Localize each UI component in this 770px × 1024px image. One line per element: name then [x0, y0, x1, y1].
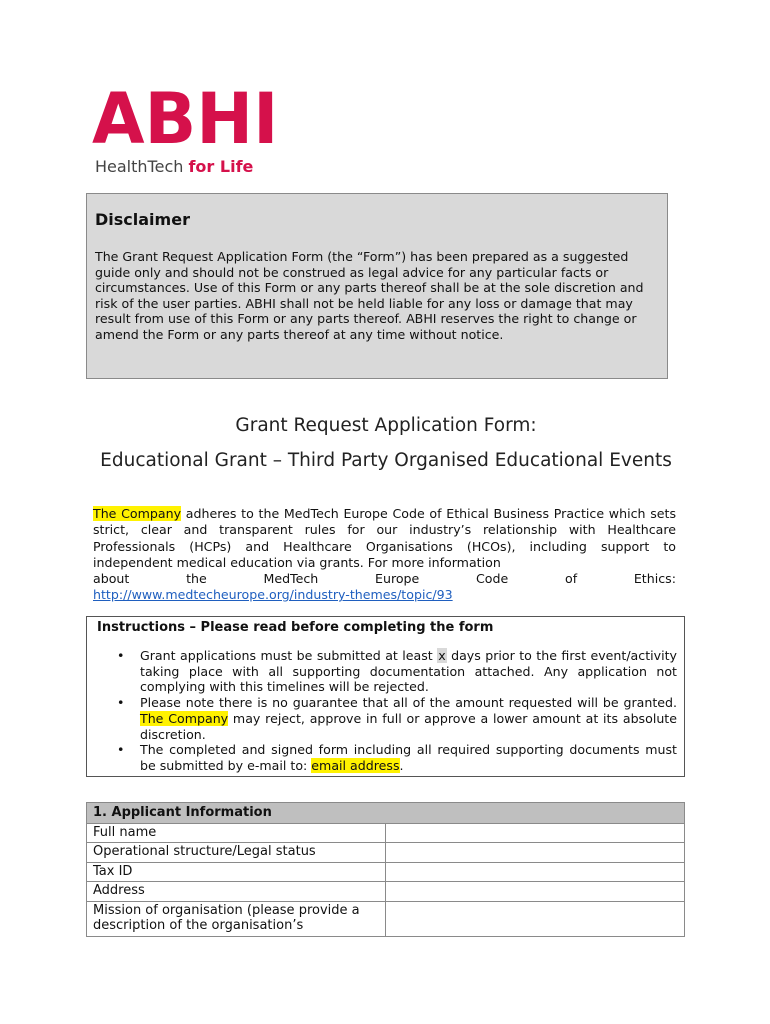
instruction-text: may reject, approve in full or approve a lower amount at its absolute discretion.	[140, 710, 677, 742]
list-item	[87, 648, 677, 695]
bullet: •	[117, 648, 125, 663]
tax-id-input-cell[interactable]	[386, 862, 685, 882]
list-item	[87, 742, 677, 773]
logo-wordmark: ABHI	[92, 78, 279, 160]
instruction-text: Grant applications must be submitted at least	[140, 648, 438, 663]
field-label: Tax ID	[87, 862, 386, 882]
legal-status-input-cell[interactable]	[386, 843, 685, 863]
intro-word: of	[564, 571, 578, 587]
intro-paragraph	[93, 506, 676, 604]
applicant-info-table	[86, 802, 685, 937]
logo-tagline-accent: for Life	[188, 157, 254, 176]
table-header-row	[87, 803, 685, 824]
field-label: Full name	[87, 823, 386, 843]
intro-last-line	[93, 571, 676, 587]
list-item	[87, 695, 677, 742]
instruction-text: The completed and signed form including all required supporting documents must be submitted by e-mail to:	[140, 742, 677, 773]
disclaimer-title: Disclaimer	[95, 210, 190, 229]
table-row	[87, 882, 685, 902]
instruction-text: Please note there is no guarantee that all of the amount requested will be granted.	[140, 695, 677, 711]
instructions-title: Instructions – Please read before completing the form	[97, 620, 494, 635]
full-name-input-cell[interactable]	[386, 823, 685, 843]
abhi-logo	[92, 78, 282, 180]
medtech-code-link[interactable]: http://www.medtecheurope.org/industry-themes/topic/93	[93, 587, 453, 603]
intro-word: Europe	[375, 571, 420, 587]
instruction-text: days prior to the first event/activity taking place with all supporting documentation attached. Any application not complying with this timelines will be rejected.	[140, 648, 677, 695]
logo-tagline	[95, 158, 253, 176]
logo-tagline-prefix: HealthTech	[95, 157, 184, 176]
form-subtitle: Educational Grant – Third Party Organised Educational Events	[100, 450, 672, 471]
applicant-info-header: 1. Applicant Information	[87, 803, 685, 824]
table-row	[87, 901, 685, 936]
intro-word: the	[186, 571, 207, 587]
intro-word: Code	[476, 571, 509, 587]
disclaimer-box	[86, 193, 668, 379]
table-row	[87, 823, 685, 843]
days-placeholder: x	[438, 648, 446, 663]
field-label: Address	[87, 882, 386, 902]
bullet: •	[117, 742, 125, 758]
instructions-list	[87, 648, 677, 774]
field-label: Operational structure/Legal status	[87, 843, 386, 863]
email-placeholder: email address	[311, 757, 400, 773]
intro-word: about	[93, 571, 130, 587]
form-title: Grant Request Application Form:	[235, 415, 537, 436]
instruction-text: .	[399, 757, 404, 773]
field-label: Mission of organisation (please provide a description of the organisation’s	[87, 901, 386, 936]
instructions-box	[86, 616, 685, 777]
mission-input-cell[interactable]	[386, 901, 685, 936]
table-row	[87, 862, 685, 882]
company-placeholder: The Company	[93, 506, 182, 521]
intro-word: MedTech	[263, 571, 319, 587]
disclaimer-body: The Grant Request Application Form (the “Form”) has been prepared as a suggested guide only and should not be construed as legal advice for any particular facts or circumstances. Use of this Form or any parts thereof shall be at the sole discretion and risk of the user parties. ABHI shall not be held liable for any loss or damage that may result from use of this Form or any parts thereof. ABHI reserves the right to change or amend the Form or any parts thereof at any time without notice.	[95, 249, 644, 342]
intro-text: adheres to the MedTech Europe Code of Ethical Business Practice which sets strict, clear and transparent rules for our industry’s relationship with Healthcare Professionals (HCPs) and Healthcare Organisations (HCOs), including support to independent medical education via grants. For more information	[93, 506, 677, 570]
company-placeholder: The Company	[140, 710, 229, 726]
intro-word: Ethics:	[633, 571, 676, 587]
address-input-cell[interactable]	[386, 882, 685, 902]
bullet: •	[117, 695, 125, 711]
table-row	[87, 843, 685, 863]
